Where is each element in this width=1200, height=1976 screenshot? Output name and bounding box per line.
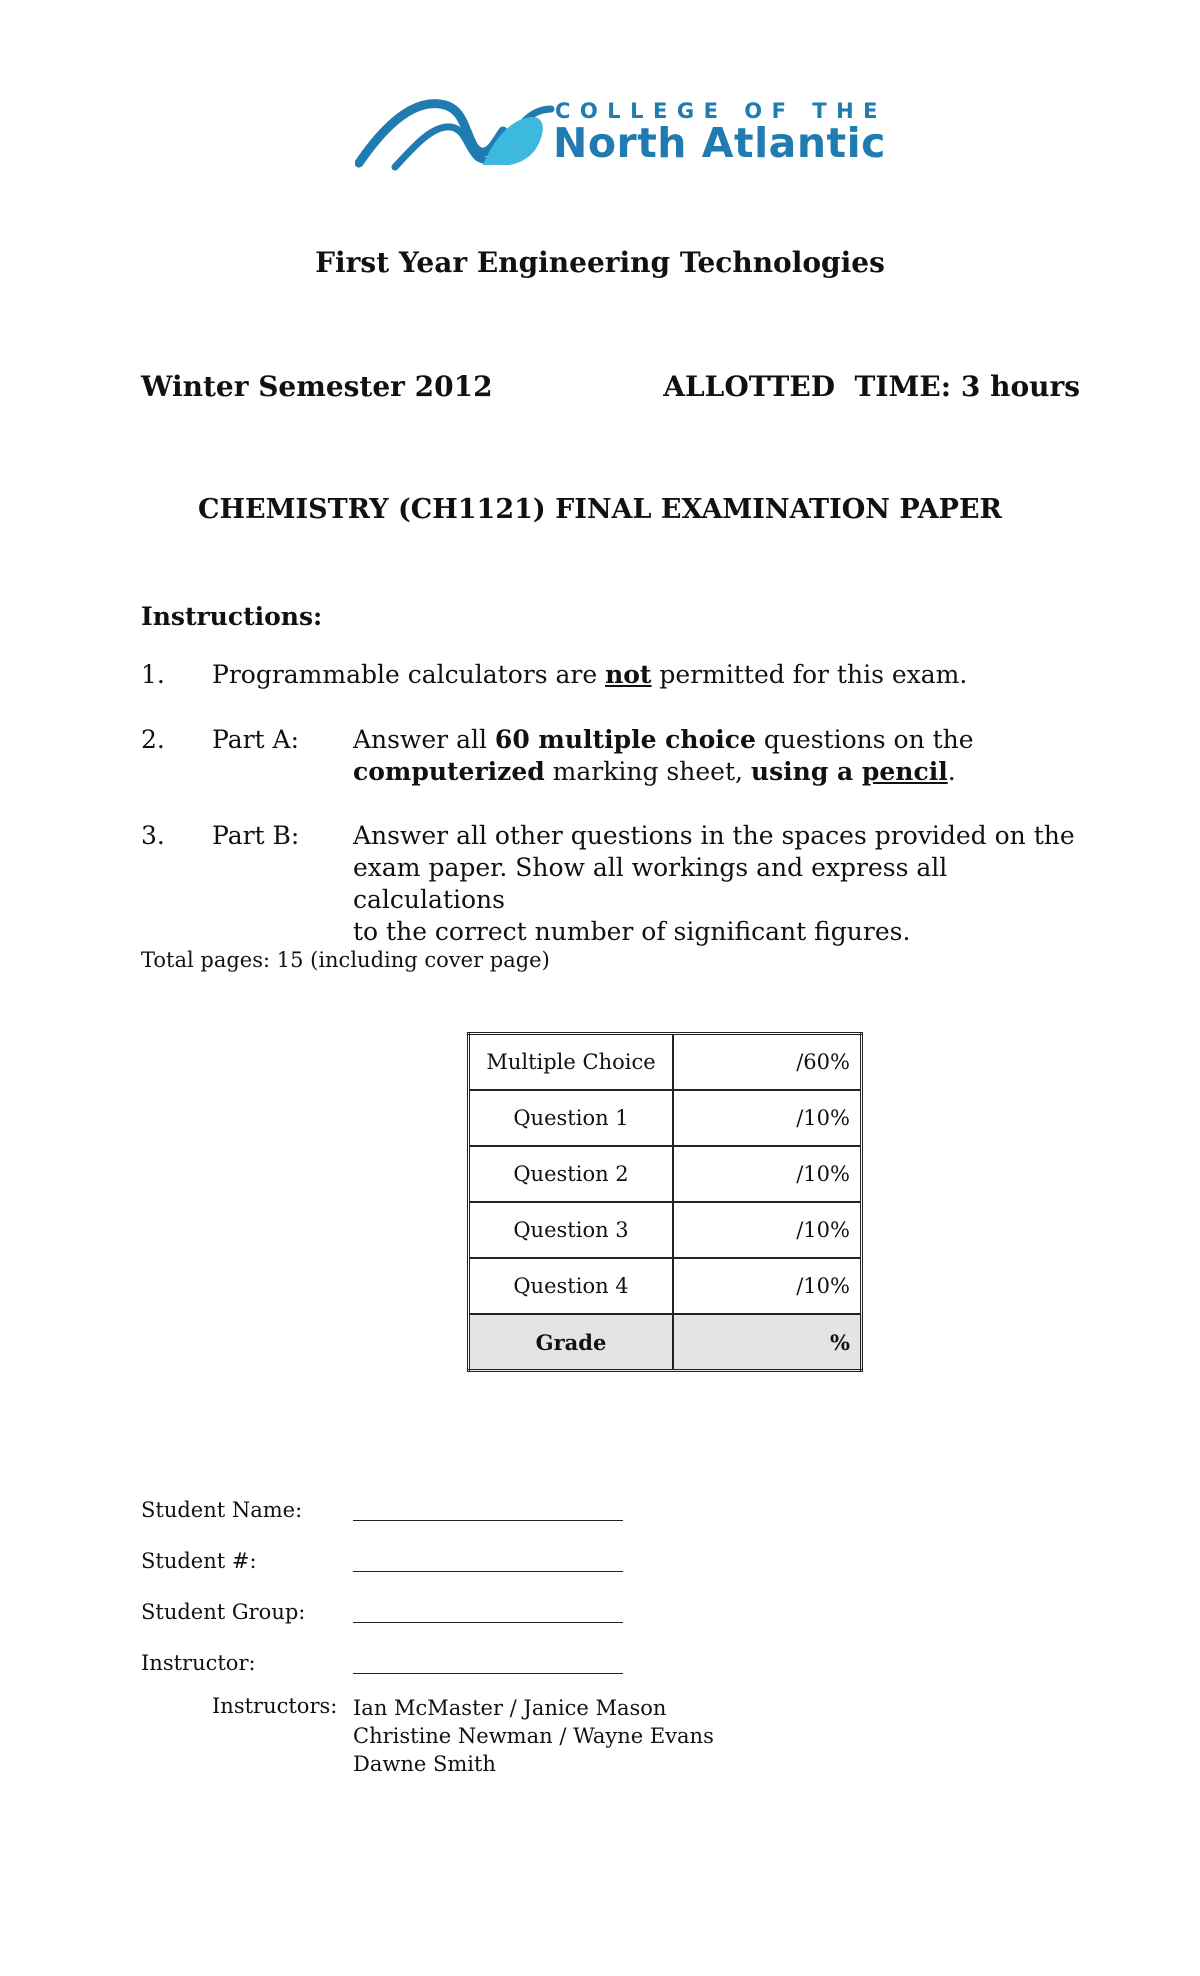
row-label: Question 3 [469, 1202, 674, 1258]
instruction-1-number: 1. [141, 660, 165, 689]
grade-table [467, 1032, 863, 1372]
table-row [469, 1146, 862, 1202]
part-a-text-2: questions on the [755, 725, 974, 754]
table-row [469, 1034, 862, 1091]
grade-label: Grade [469, 1314, 674, 1371]
college-logo [355, 95, 888, 175]
row-label: Question 2 [469, 1146, 674, 1202]
row-value: /10% [673, 1258, 862, 1314]
logo-text-top: COLLEGE OF THE [555, 99, 888, 123]
grade-value: % [673, 1314, 862, 1371]
part-b-line-2: exam paper. Show all workings and express all calculations [353, 853, 948, 914]
student-number-label: Student #: [141, 1549, 257, 1573]
part-a-bold-1: 60 multiple choice [494, 725, 756, 754]
exam-title: CHEMISTRY (CH1121) FINAL EXAMINATION PAPER [198, 494, 1002, 525]
semester: Winter Semester 2012 [141, 370, 493, 403]
part-a-bold-3: using a [750, 757, 862, 786]
row-label: Multiple Choice [469, 1034, 674, 1091]
row-value: /10% [673, 1146, 862, 1202]
part-a-bold-2: computerized [353, 757, 545, 786]
part-b-line-1: Answer all other questions in the spaces provided on the [353, 821, 1075, 850]
student-number-field[interactable] [353, 1571, 623, 1572]
instruction-1-emphasis: not [605, 660, 652, 689]
part-a-text-3: marking sheet, [544, 757, 751, 786]
part-a-text-1: Answer all [353, 725, 495, 754]
part-b-label: Part B: [212, 821, 300, 850]
instructors-line-3: Dawne Smith [353, 1752, 496, 1776]
part-a-bold-4: pencil [861, 757, 948, 786]
row-label: Question 4 [469, 1258, 674, 1314]
instructors-list [353, 1694, 714, 1778]
logo-text-bottom: North Atlantic [553, 119, 886, 167]
total-pages: Total pages: 15 (including cover page) [141, 948, 550, 972]
part-a-text-4: . [947, 757, 956, 786]
table-row [469, 1090, 862, 1146]
table-row [469, 1258, 862, 1314]
program-title: First Year Engineering Technologies [315, 246, 885, 279]
student-name-field[interactable] [353, 1520, 623, 1521]
instructor-field[interactable] [353, 1673, 623, 1674]
part-a-label: Part A: [212, 725, 300, 754]
instruction-2-number: 2. [141, 725, 165, 754]
part-b-line-3: to the correct number of significant figures. [353, 917, 911, 946]
student-group-label: Student Group: [141, 1600, 306, 1624]
wave-logo-icon [355, 95, 555, 175]
part-a-text [353, 724, 1093, 788]
instructor-label: Instructor: [141, 1651, 256, 1675]
table-row [469, 1202, 862, 1258]
instruction-3-number: 3. [141, 821, 165, 850]
allotted-time: ALLOTTED TIME: 3 hours [663, 370, 1080, 403]
instruction-1-text-after: permitted for this exam. [651, 660, 968, 689]
instruction-1-text-before: Programmable calculators are [212, 660, 606, 689]
instructors-line-1: Ian McMaster / Janice Mason [353, 1696, 667, 1720]
student-name-label: Student Name: [141, 1498, 303, 1522]
row-value: /60% [673, 1034, 862, 1091]
instructors-line-2: Christine Newman / Wayne Evans [353, 1724, 714, 1748]
row-value: /10% [673, 1090, 862, 1146]
instruction-1-text [212, 659, 967, 691]
grade-total-row [469, 1314, 862, 1371]
instructors-label: Instructors: [212, 1694, 338, 1718]
part-b-text [353, 820, 1093, 948]
row-value: /10% [673, 1202, 862, 1258]
row-label: Question 1 [469, 1090, 674, 1146]
student-group-field[interactable] [353, 1622, 623, 1623]
instructions-heading: Instructions: [141, 602, 323, 631]
